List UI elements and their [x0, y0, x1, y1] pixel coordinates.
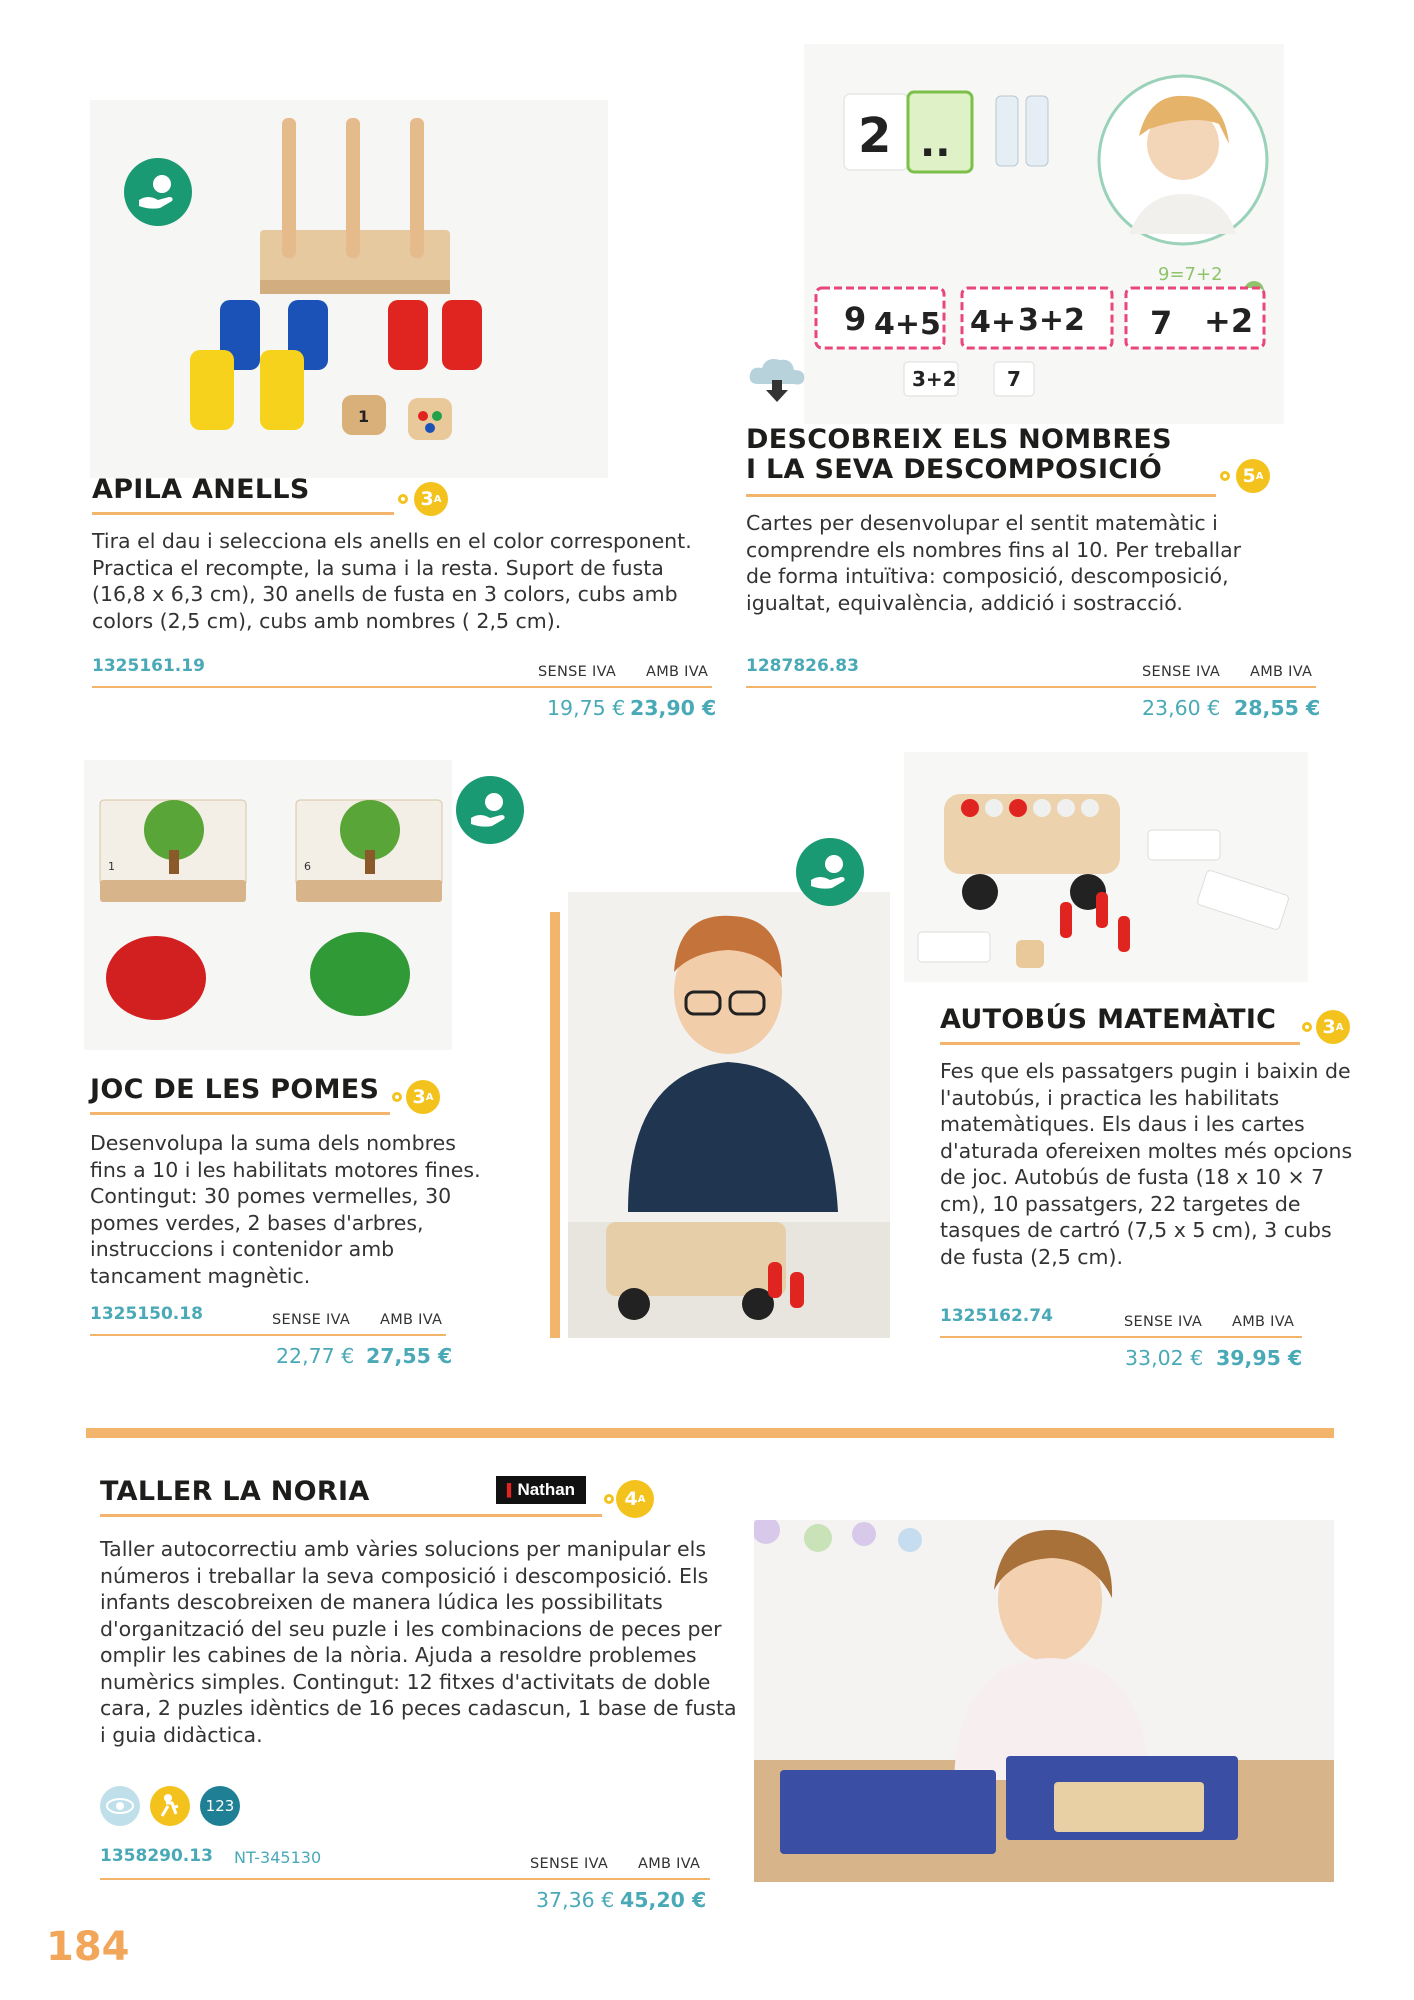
stacking-rings-illustration — [90, 100, 608, 478]
numbers-icon-text: 123 — [205, 1797, 235, 1815]
price-label-without-vat: SENSE IVA — [530, 1856, 609, 1872]
descobreix-age-badge: 5 A — [1236, 459, 1270, 493]
autobus-product-photo — [904, 752, 1308, 982]
noria-title: TALLER LA NORIA — [100, 1476, 370, 1507]
age-value: 5 — [1242, 465, 1256, 487]
apila-price-with-vat: 23,90 € — [630, 696, 717, 720]
price-label-without-vat: SENSE IVA — [1142, 664, 1221, 680]
child-with-bus-photo — [568, 892, 890, 1338]
age-dot-icon — [392, 1092, 402, 1102]
card-c3-plus: +2 — [1204, 302, 1254, 340]
math-bus-illustration — [904, 752, 1308, 982]
noria-description: Taller autocorrectiu amb vàries solucions per manipular els números i treballar la seva composició i descomposició. Els infants descobreixen de manera lúdica les possibilitats d'organització del seu puzle i les combinacions de peces per omplir les cabines de la nòria. Ajuda a resoldre problemes numèrics simples. Contingut: 12 fitxes d'activitats de doble cara, 2 puzles idèntics de 16 peces cadascun, 1 base de fusta i guia didàctica. — [100, 1537, 737, 1747]
descobreix-title-line2: I LA SEVA DESCOMPOSICIÓ — [746, 454, 1163, 485]
descobreix-code: 1287826.83 — [746, 656, 859, 676]
apple-game-illustration — [84, 760, 452, 1050]
pomes-description: Desenvolupa la suma dels nombres fins a 10 i les habilitats motores fines. Contingut: 30 pomes vermelles, 30 pomes verdes, 2 bases d'arbres, instruccions i contenidor amb tancament magnètic. — [90, 1131, 481, 1288]
card-c2a: 4+ — [970, 305, 1017, 340]
apila-code: 1325161.19 — [92, 656, 205, 676]
child-playing-illustration — [568, 892, 890, 1338]
pomes-price-without-vat: 22,77 € — [276, 1344, 355, 1368]
nathan-brand-logo: ▌ Nathan — [496, 1476, 586, 1504]
eco-badge-icon — [124, 158, 192, 226]
download-cloud-icon — [746, 354, 808, 410]
age-dot-icon — [398, 494, 408, 504]
dice-number-1: 1 — [358, 407, 370, 426]
numbers-icon — [200, 1786, 240, 1826]
age-dot-icon — [604, 1494, 614, 1504]
noria-title-rule — [100, 1514, 602, 1517]
autobus-code: 1325162.74 — [940, 1306, 1053, 1326]
eco-badge-icon — [796, 838, 864, 906]
autobus-description: Fes que els passatgers pugin i baixin de l'autobús, i practica les habilitats matemàtiques. Els daus i les cartes d'aturada ofereixen moltes més opcions de joc. Autobús de fusta (18 x 10 × 7 cm), 10 passatgers, 22 targetes de tasques de cartró (7,5 x 5 cm), 3 cubs de fusta (2,5 cm). — [940, 1059, 1353, 1269]
age-value: 3 — [420, 488, 434, 510]
pomes-price-with-vat: 27,55 € — [366, 1344, 453, 1368]
price-label-with-vat: AMB IVA — [1250, 664, 1313, 680]
pomes-age-badge: 3 A — [406, 1080, 440, 1114]
autobus-title: AUTOBÚS MATEMÀTIC — [940, 1004, 1277, 1035]
noria-age-badge: 4 A — [616, 1480, 654, 1518]
descobreix-title-rule — [746, 494, 1216, 497]
autobus-title-rule — [940, 1042, 1300, 1045]
noria-code: 1358290.13 — [100, 1846, 213, 1866]
apila-price-rule — [92, 686, 712, 688]
descobreix-product-photo — [804, 44, 1284, 424]
price-label-with-vat: AMB IVA — [380, 1312, 443, 1328]
descobreix-title-line1: DESCOBREIX ELS NOMBRES — [746, 424, 1172, 455]
noria-price-without-vat: 37,36 € — [536, 1888, 615, 1912]
age-value: 3 — [412, 1086, 426, 1108]
age-dot-icon — [1220, 471, 1230, 481]
autobus-price-without-vat: 33,02 € — [1125, 1346, 1204, 1370]
card-c2b: 3+2 — [1018, 303, 1085, 338]
card-sub1: 3+2 — [912, 367, 957, 391]
noria-ref: NT-345130 — [234, 1848, 322, 1867]
noria-photo — [754, 1520, 1334, 1882]
age-value: 4 — [624, 1488, 638, 1510]
card-dots: .. — [920, 120, 951, 166]
vertical-divider — [550, 912, 560, 1338]
autobus-age-badge: 3 A — [1316, 1010, 1350, 1044]
price-label-without-vat: SENSE IVA — [272, 1312, 351, 1328]
card-c1-num: 9 — [844, 300, 867, 338]
descobreix-price-with-vat: 28,55 € — [1234, 696, 1321, 720]
pomes-product-photo — [84, 760, 452, 1050]
pomes-title-rule — [90, 1112, 390, 1115]
apila-price-without-vat: 19,75 € — [547, 696, 626, 720]
number-cards-illustration — [804, 44, 1284, 424]
card-big-number: 2 — [858, 108, 892, 164]
price-label-with-vat: AMB IVA — [1232, 1314, 1295, 1330]
autobus-price-rule — [940, 1336, 1302, 1338]
pomes-price-rule — [90, 1334, 446, 1336]
price-label-with-vat: AMB IVA — [646, 664, 709, 680]
card-c1-sum: 4+5 — [874, 307, 941, 342]
price-label-with-vat: AMB IVA — [638, 1856, 701, 1872]
brand-name: Nathan — [517, 1480, 576, 1499]
apila-title-rule — [92, 512, 394, 515]
girl-with-puzzle-illustration — [754, 1520, 1334, 1882]
autobus-price-with-vat: 39,95 € — [1216, 1346, 1303, 1370]
descobreix-price-without-vat: 23,60 € — [1142, 696, 1221, 720]
eco-badge-icon — [456, 776, 524, 844]
card-c3-num: 7 — [1150, 304, 1173, 342]
pomes-code: 1325150.18 — [90, 1304, 203, 1324]
apila-age-badge: 3 A — [414, 482, 448, 516]
card-equation: 9=7+2 — [1158, 264, 1223, 285]
section-divider — [86, 1428, 1334, 1438]
card-sub2: 7 — [1007, 367, 1021, 391]
descobreix-description: Cartes per desenvolupar el sentit matemàtic i comprendre els nombres fins al 10. Per treballar de forma intuïtiva: composició, descomposició, igualtat, equivalència, addició i sostracció. — [746, 511, 1242, 615]
apila-title: APILA ANELLS — [92, 474, 310, 505]
page-number: 184 — [46, 1924, 130, 1970]
noria-price-rule — [100, 1878, 710, 1880]
age-dot-icon — [1302, 1022, 1312, 1032]
age-value: 3 — [1322, 1016, 1336, 1038]
noria-price-with-vat: 45,20 € — [620, 1888, 707, 1912]
apila-description: Tira el dau i selecciona els anells en el color corresponent. Practica el recompte, la suma i la resta. Suport de fusta (16,8 x 6,3 cm), 30 anells de fusta en 3 colors, cubs amb colors (2,5 cm), cubs amb nombres ( 2,5 cm). — [92, 529, 692, 633]
board-label-1: 1 — [108, 860, 115, 873]
descobreix-price-rule — [746, 686, 1316, 688]
motor-icon — [150, 1786, 190, 1826]
price-label-without-vat: SENSE IVA — [1124, 1314, 1203, 1330]
board-label-6: 6 — [304, 860, 311, 873]
price-label-without-vat: SENSE IVA — [538, 664, 617, 680]
eye-icon — [100, 1786, 140, 1826]
pomes-title: JOC DE LES POMES — [90, 1074, 380, 1105]
apila-product-photo — [90, 100, 608, 478]
